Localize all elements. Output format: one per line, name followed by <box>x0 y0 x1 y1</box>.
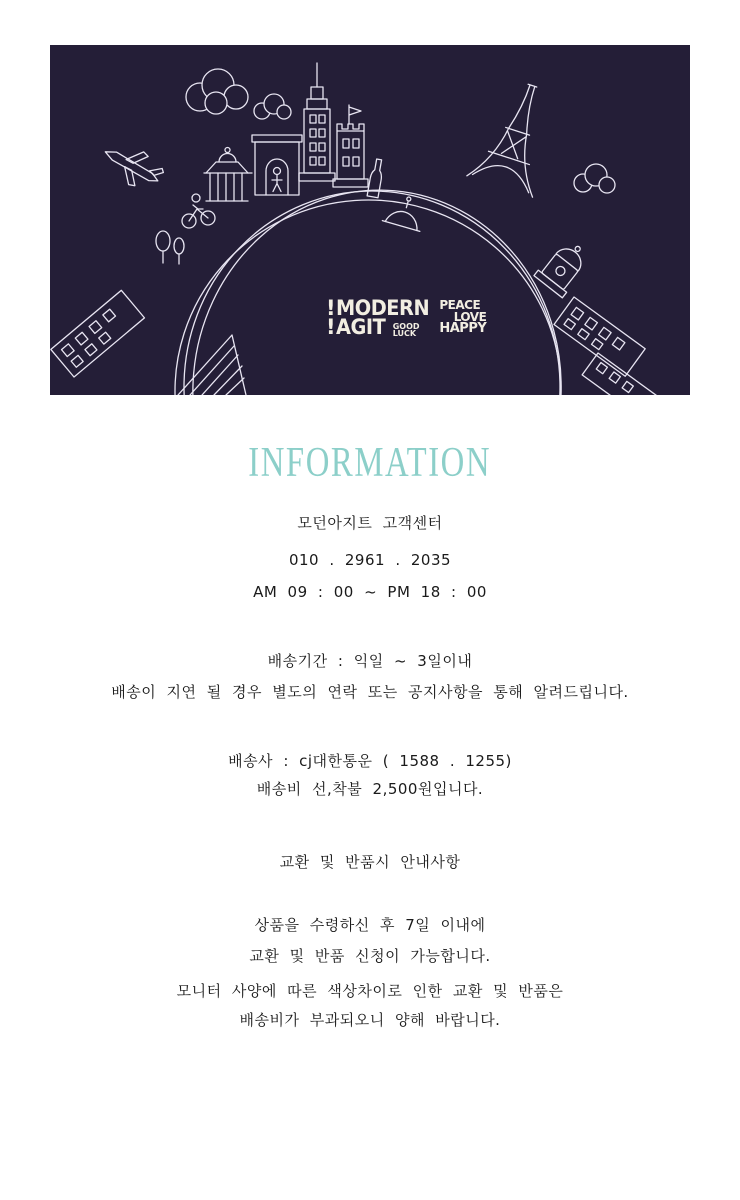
logo-peace-text: PEACE <box>439 298 481 312</box>
logo-love-text: LOVE <box>453 310 487 324</box>
castle-tower-icon <box>333 105 368 187</box>
hydrant-icon <box>534 236 593 298</box>
customer-center-phone: 010 . 2961 . 2035 <box>288 551 452 569</box>
logo-goodluck-text <box>393 323 420 337</box>
logo-agit-text: AGIT <box>336 315 386 339</box>
shipping-period: 배송기간 : 익일 ~ 3일이내 <box>267 652 473 670</box>
exchange-return-line: 배송비가 부과되오니 양해 바랍니다. <box>239 1011 501 1029</box>
right-building-lower-icon <box>582 353 656 395</box>
exchange-return-line: 교환 및 반품 신청이 가능합니다. <box>249 947 491 965</box>
logo-happy-text: HAPPY <box>439 321 487 336</box>
cloud-small-icon <box>254 94 291 119</box>
customer-center-hours: AM 09 : 00 ~ PM 18 : 00 <box>253 583 487 601</box>
page-title: INFORMATION <box>248 440 492 486</box>
cloud-icon <box>186 69 248 114</box>
banner-illustration <box>50 45 690 395</box>
logo-modern-text: MODERN <box>336 296 430 320</box>
courier-company: 배송사 : cj대한통운 ( 1588 . 1255) <box>228 752 512 770</box>
cloud-right-icon <box>574 164 615 193</box>
logo-right-column <box>439 299 486 335</box>
skyscraper-icon <box>299 63 335 181</box>
trees-icon <box>156 231 184 264</box>
logo-luck-text: LUCK <box>392 329 417 338</box>
arch-building-icon <box>252 135 302 195</box>
left-building-icon <box>51 290 145 377</box>
brand-logo <box>326 296 487 339</box>
globe-circle-icon <box>162 175 577 395</box>
exchange-return-line: 모니터 사양에 따른 색상차이로 인한 교환 및 반품은 <box>176 982 564 1000</box>
brand-banner <box>50 45 690 395</box>
dome-building-icon <box>204 148 252 202</box>
exchange-return-line: 상품을 수령하신 후 7일 이내에 <box>254 916 486 934</box>
eiffel-tower-icon <box>467 75 565 197</box>
logo-exclamation-icon: ! <box>326 296 336 320</box>
logo-good-text: GOOD <box>392 322 420 331</box>
airplane-icon <box>97 136 168 196</box>
shipping-delay-notice: 배송이 지연 될 경우 별도의 연락 또는 공지사항을 통해 알려드립니다. <box>111 683 629 701</box>
logo-exclamation-icon: ! <box>326 315 336 339</box>
exchange-return-heading: 교환 및 반품시 안내사항 <box>279 853 461 871</box>
logo-left-column <box>326 296 437 339</box>
courier-fee: 배송비 선,착불 2,500원입니다. <box>256 780 484 798</box>
customer-center-name: 모던아지트 고객센터 <box>297 514 443 532</box>
